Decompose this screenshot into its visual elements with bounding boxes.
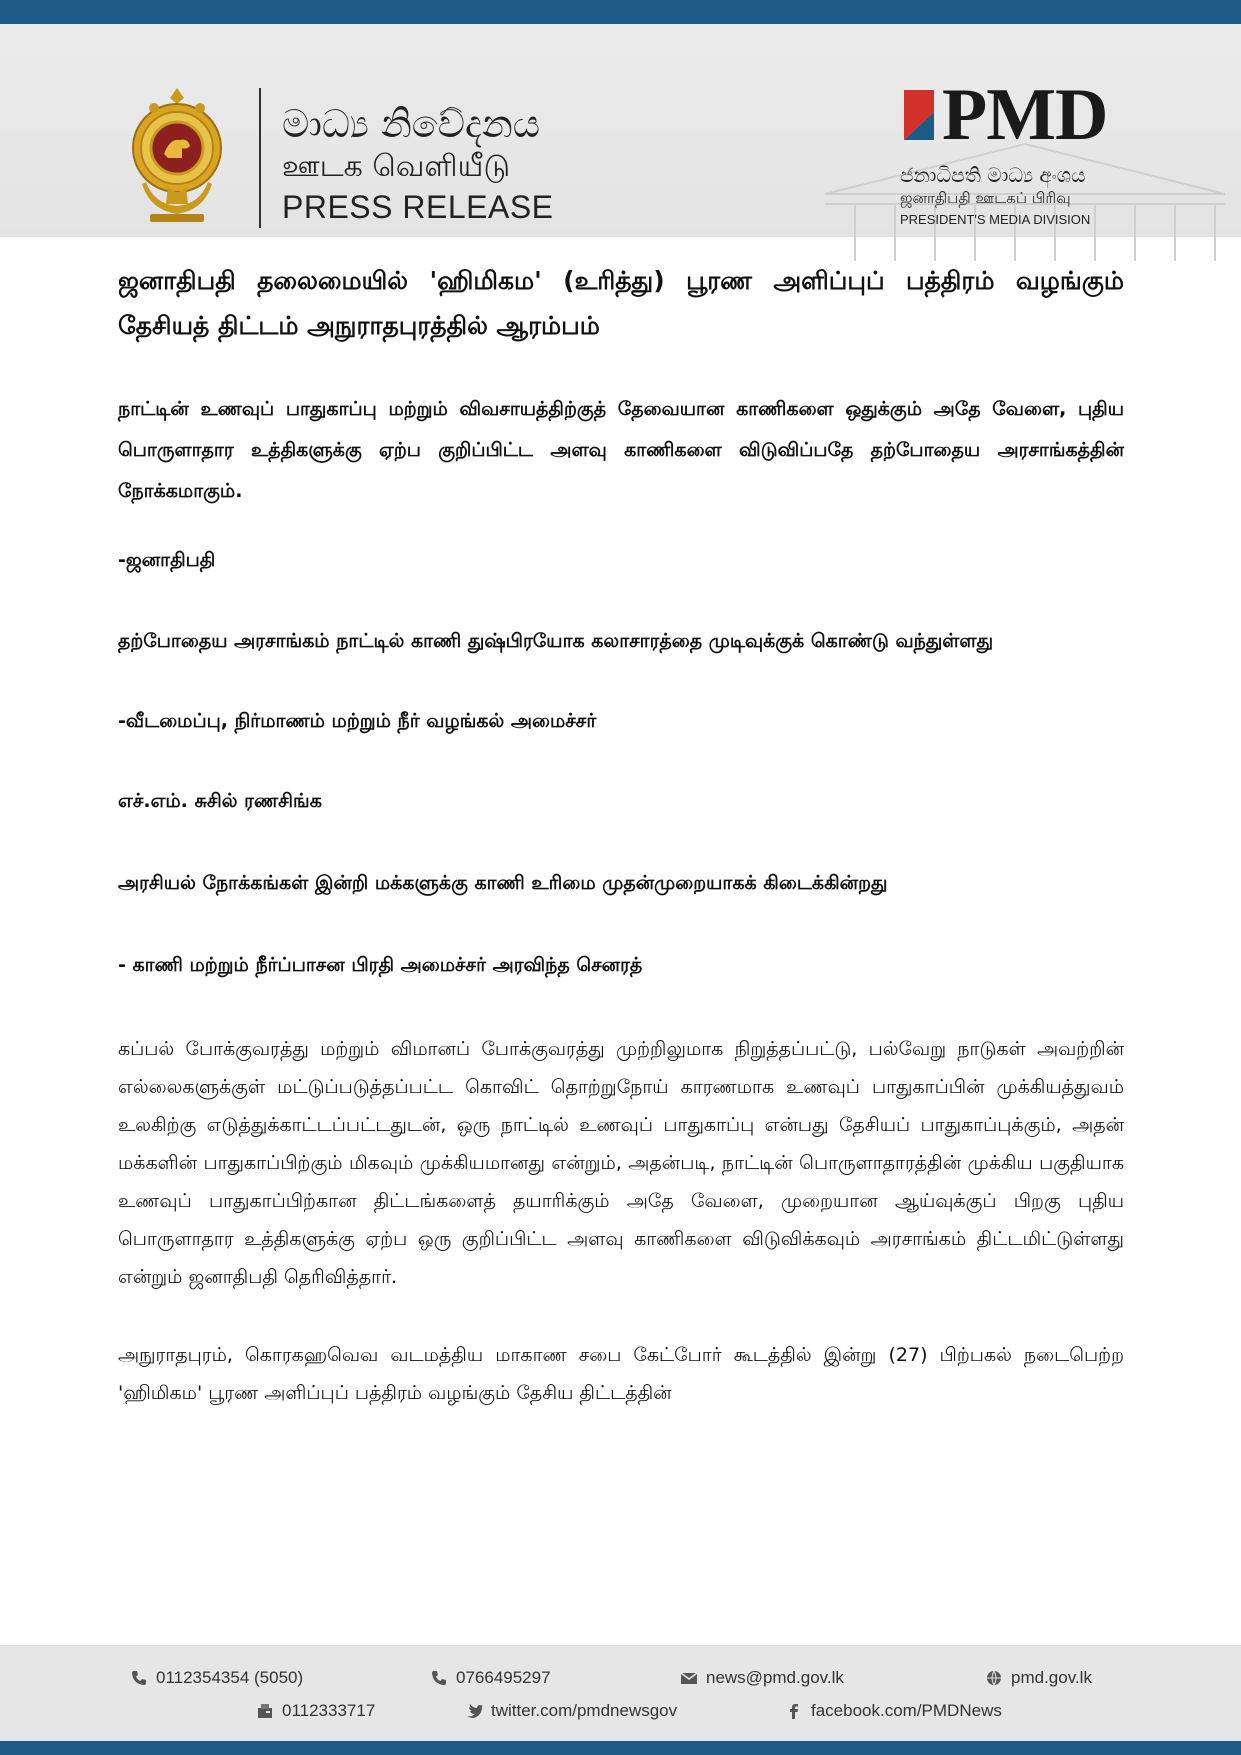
org-name-english: PRESIDENT'S MEDIA DIVISION [900, 212, 1091, 227]
twitter-text: twitter.com/pmdnewsgov [491, 1701, 678, 1720]
email-text: news@pmd.gov.lk [706, 1668, 844, 1687]
facebook-link[interactable] [785, 1701, 1002, 1721]
quote-minister-attribution: -வீடமைப்பு, நிர்மாணம் மற்றும் நீர் வழங்கல் அமைச்சர் [118, 710, 597, 732]
contact-footer [0, 1645, 1241, 1741]
email-link[interactable] [680, 1668, 844, 1688]
quote-president-attribution: -ஜனாதிபதி [118, 549, 216, 571]
phone-icon [430, 1669, 448, 1687]
title-tamil: ஊடக வெளியீடு [282, 149, 511, 184]
facebook-text: facebook.com/PMDNews [811, 1701, 1002, 1720]
globe-icon [985, 1669, 1003, 1687]
fax-text: 0112333717 [282, 1701, 376, 1720]
website-link[interactable] [985, 1668, 1092, 1688]
phone-mobile[interactable] [430, 1668, 551, 1688]
quote-president: நாட்டின் உணவுப் பாதுகாப்பு மற்றும் விவசாயத்திற்குத் தேவையான காணிகளை ஒதுக்கும் அதே வேளை, புதிய பொருளாதார உத்திகளுக்கு ஏற்ப குறிப்பிட்ட அளவு காணிகளை விடுவிப்பதே தற்போதைய அரசாங்கத்தின் நோக்கமாகும். [118, 398, 1124, 502]
press-release-header [0, 24, 1241, 237]
org-name-sinhala: ජනාධිපති මාධ්‍ය අංශය [900, 163, 1086, 187]
org-name-tamil: ஜனாதிபதி ஊடகப் பிரிவு [900, 189, 1071, 207]
fax-icon [256, 1702, 274, 1720]
quote-deputy-minister-attribution: - காணி மற்றும் நீர்ப்பாசன பிரதி அமைச்சர் அரவிந்த செனரத் [118, 954, 643, 976]
article-headline: ஜனாதிபதி தலைமையில் 'ஹிமிகம' (உரித்து) பூரண அளிப்புப் பத்திரம் வழங்கும் தேசியத் திட்டம் அநுராதபுரத்தில் ஆரம்பம் [118, 266, 1124, 340]
quote-minister-name: எச்.எம். சுசில் ரணசிங்க [118, 790, 322, 812]
body-paragraph-2: அநுராதபுரம், கொரகஹவெவ வடமத்திய மாகாண சபை கேட்போர் கூடத்தில் இன்று (27) பிற்பகல் நடைபெற்ற 'ஹிமிகம' பூரண அளிப்புப் பத்திரம் வழங்கும் தேசிய திட்டத்தின் [118, 1344, 1124, 1404]
pmd-logo-mark-icon [904, 90, 934, 140]
title-sinhala: මාධ්‍ය නිවේදනය [282, 102, 541, 146]
top-accent-bar [0, 0, 1241, 24]
national-emblem-icon [128, 86, 226, 226]
phone-primary-text: 0112354354 (5050) [156, 1668, 304, 1687]
twitter-link[interactable] [465, 1701, 677, 1721]
phone-icon [130, 1669, 148, 1687]
bottom-accent-bar [0, 1741, 1241, 1755]
facebook-icon [785, 1702, 803, 1720]
twitter-icon [465, 1702, 483, 1720]
title-english: PRESS RELEASE [282, 189, 554, 225]
header-divider [259, 88, 261, 228]
phone-primary[interactable] [130, 1668, 303, 1688]
quote-minister: தற்போதைய அரசாங்கம் நாட்டில் காணி துஷ்பிரயோக கலாசாரத்தை முடிவுக்குக் கொண்டு வந்துள்ளது [118, 630, 994, 652]
body-paragraph-1: கப்பல் போக்குவரத்து மற்றும் விமானப் போக்குவரத்து முற்றிலுமாக நிறுத்தப்பட்டு, பல்வேறு நாடுகள் அவற்றின் எல்லைகளுக்குள் மட்டுப்படுத்தப்பட்ட கொவிட் தொற்றுநோய் காரணமாக உணவுப் பாதுகாப்பின் முக்கியத்துவம் உலகிற்கு எடுத்துக்காட்டப்பட்டதுடன், ஒரு நாட்டில் உணவுப் பாதுகாப்பு என்பது தேசியப் பாதுகாப்புக்கும், அதன் மக்களின் பாதுகாப்பிற்கும் மிகவும் முக்கியமானது என்றும், அதன்படி, நாட்டின் பொருளாதாரத்தின் முக்கிய பகுதியாக உணவுப் பாதுகாப்பிற்கான திட்டங்களைத் தயாரிக்கும் அதே வேளை, முறையான ஆய்வுக்குப் பிறகு புதிய பொருளாதார உத்திகளுக்கு ஏற்ப ஒரு குறிப்பிட்ட அளவு காணிகளை விடுவிக்கவும் அரசாங்கம் திட்டமிட்டுள்ளது என்றும் ஜனாதிபதி தெரிவித்தார். [118, 1038, 1124, 1288]
pmd-logo: PMD [942, 74, 1108, 156]
article-body [118, 258, 1124, 1412]
phone-mobile-text: 0766495297 [456, 1668, 551, 1687]
fax-number[interactable] [256, 1701, 375, 1721]
quote-deputy-minister: அரசியல் நோக்கங்கள் இன்றி மக்களுக்கு காணி உரிமை முதன்முறையாகக் கிடைக்கின்றது [118, 872, 888, 894]
website-text: pmd.gov.lk [1011, 1668, 1092, 1687]
envelope-icon [680, 1669, 698, 1687]
